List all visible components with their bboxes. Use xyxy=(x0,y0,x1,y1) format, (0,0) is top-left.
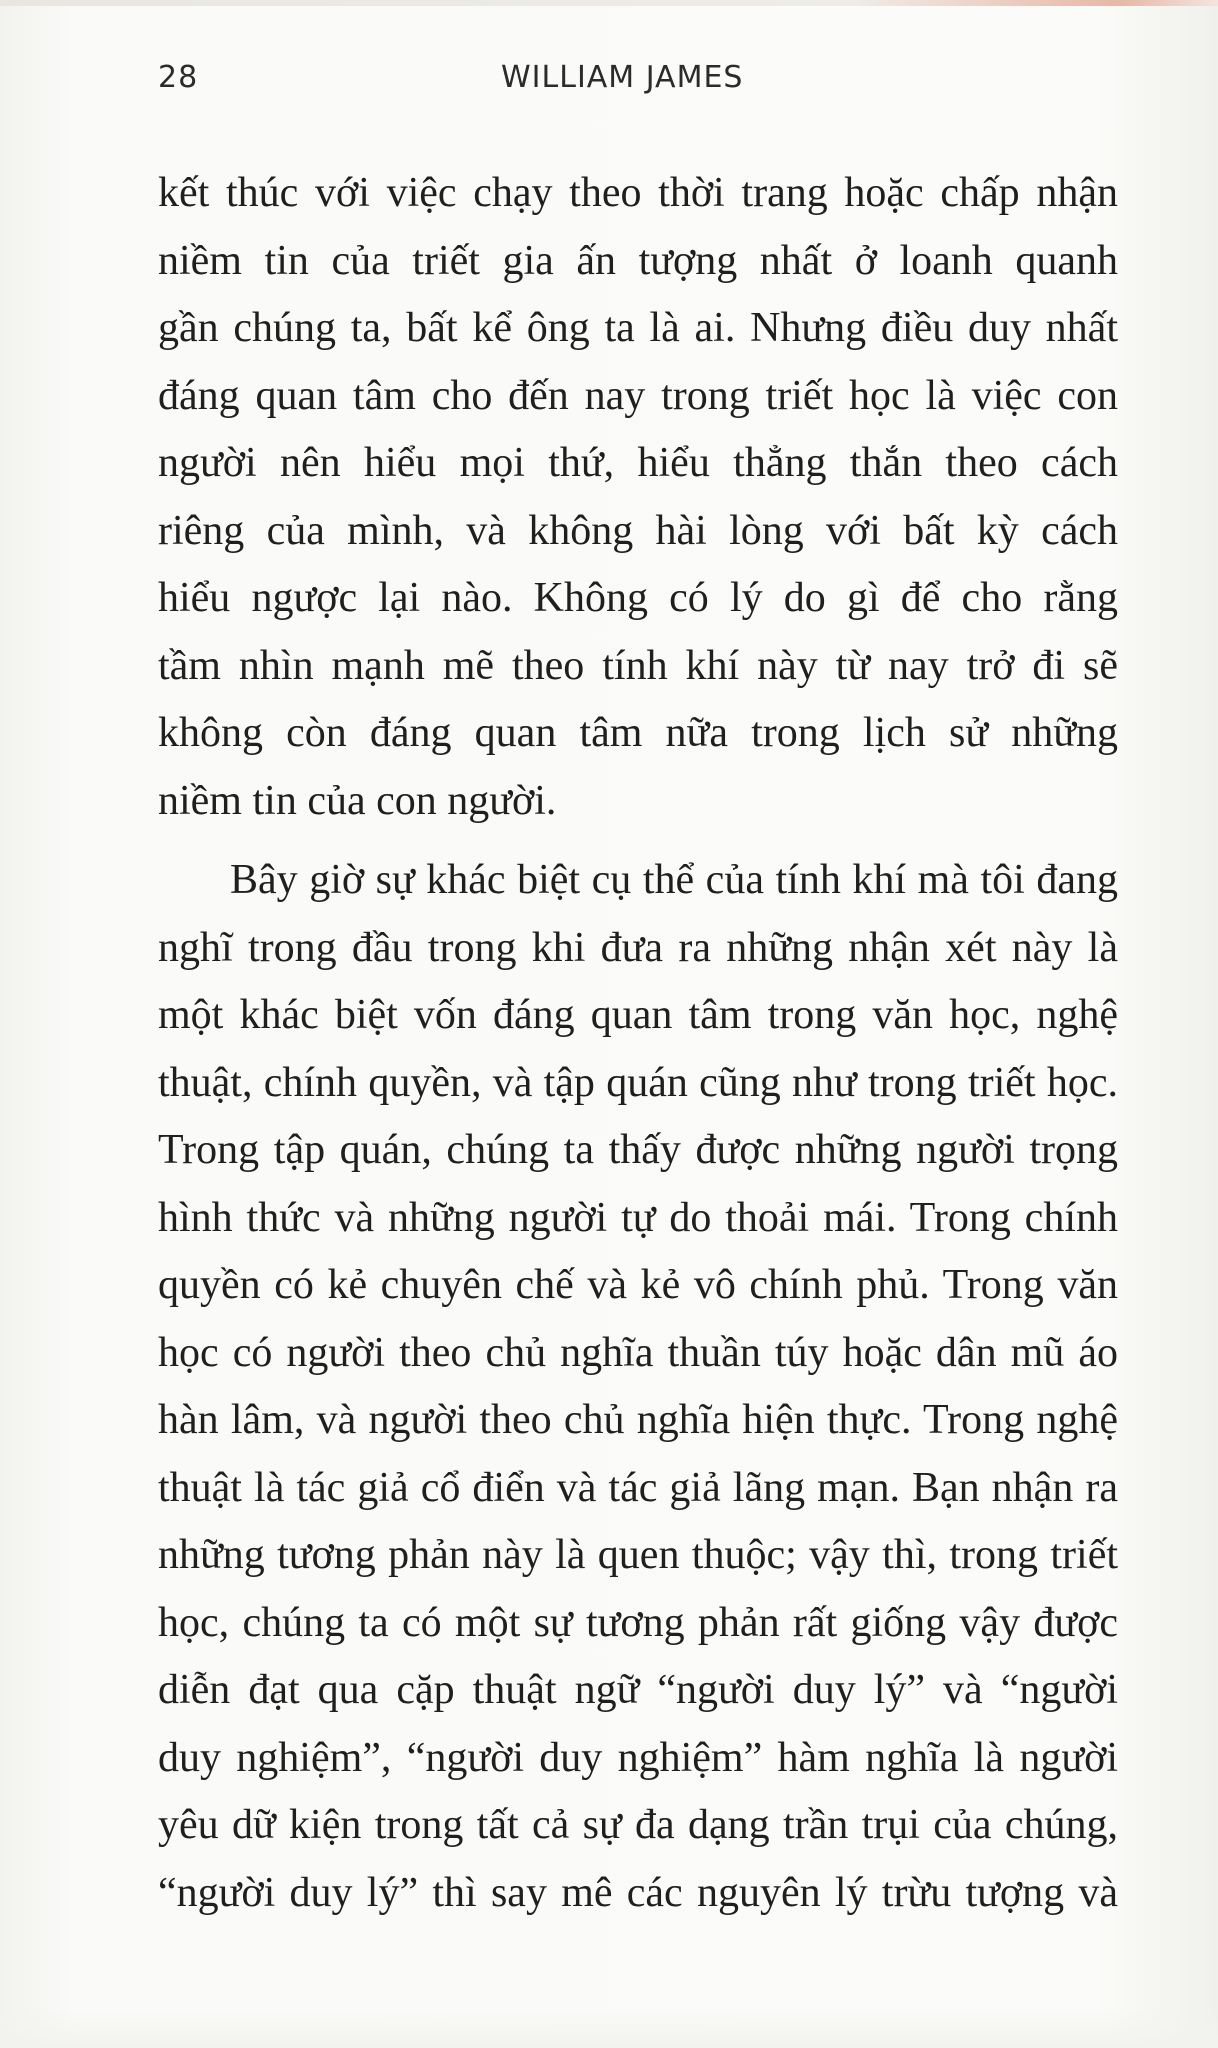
text-line: niềm tin của con người. xyxy=(158,777,557,824)
text-line: kết thúc với việc chạy theo thời trang hoặc chấp nhận xyxy=(158,170,1118,216)
text-line: hình thức và những người tự do thoải mái. Trong chính xyxy=(158,1194,1118,1241)
text-line: thuật, chính quyền, và tập quán cũng như trong triết học. xyxy=(158,1059,1118,1106)
text-line: một khác biệt vốn đáng quan tâm trong văn học, nghệ xyxy=(158,992,1118,1038)
text-line: “người duy lý” thì say mê các nguyên lý trừu tượng và xyxy=(158,1869,1118,1916)
page-number: 28 xyxy=(158,60,199,95)
page-bottom-edge xyxy=(0,2008,1218,2048)
text-line: những tương phản này là quen thuộc; vậy thì, trong triết xyxy=(158,1532,1118,1578)
text-line: thuật là tác giả cổ điển và tác giả lãng mạn. Bạn nhận ra xyxy=(158,1464,1118,1511)
text-line: Bây giờ sự khác biệt cụ thể của tính khí mà tôi đang xyxy=(230,857,1118,903)
text-line: hiểu ngược lại nào. Không có lý do gì để cho rằng xyxy=(158,575,1118,621)
text-line: không còn đáng quan tâm nữa trong lịch sử những xyxy=(158,710,1118,756)
text-line: quyền có kẻ chuyên chế và kẻ vô chính phủ. Trong văn xyxy=(158,1262,1118,1308)
page-top-edge xyxy=(0,0,1218,6)
text-line: yêu dữ kiện trong tất cả sự đa dạng trần trụi của chúng, xyxy=(158,1802,1118,1848)
paragraph-1 xyxy=(158,160,1118,835)
page-header xyxy=(0,60,1218,104)
text-line: học, chúng ta có một sự tương phản rất giống vậy được xyxy=(158,1599,1118,1646)
text-line: hàn lâm, và người theo chủ nghĩa hiện thực. Trong nghệ xyxy=(158,1397,1118,1443)
text-line: riêng của mình, và không hài lòng với bất kỳ cách xyxy=(158,507,1118,554)
text-line: nghĩ trong đầu trong khi đưa ra những nhận xét này là xyxy=(158,924,1118,971)
running-head-author: WILLIAM JAMES xyxy=(501,60,744,95)
text-line: đáng quan tâm cho đến nay trong triết học là việc con xyxy=(158,372,1118,419)
text-line: gần chúng ta, bất kể ông ta là ai. Nhưng điều duy nhất xyxy=(158,305,1118,351)
text-line: Trong tập quán, chúng ta thấy được những người trọng xyxy=(158,1127,1118,1173)
text-line: người nên hiểu mọi thứ, hiểu thẳng thắn theo cách xyxy=(158,440,1118,486)
body-text xyxy=(158,160,1118,1927)
text-line: duy nghiệm”, “người duy nghiệm” hàm nghĩa là người xyxy=(158,1734,1118,1781)
text-line: học có người theo chủ nghĩa thuần túy hoặc dân mũ áo xyxy=(158,1329,1118,1376)
text-line: niềm tin của triết gia ấn tượng nhất ở loanh quanh xyxy=(158,237,1118,284)
paragraph-2 xyxy=(158,847,1118,1927)
text-line: tầm nhìn mạnh mẽ theo tính khí này từ nay trở đi sẽ xyxy=(158,642,1118,689)
text-line: diễn đạt qua cặp thuật ngữ “người duy lý” và “người xyxy=(158,1667,1118,1713)
